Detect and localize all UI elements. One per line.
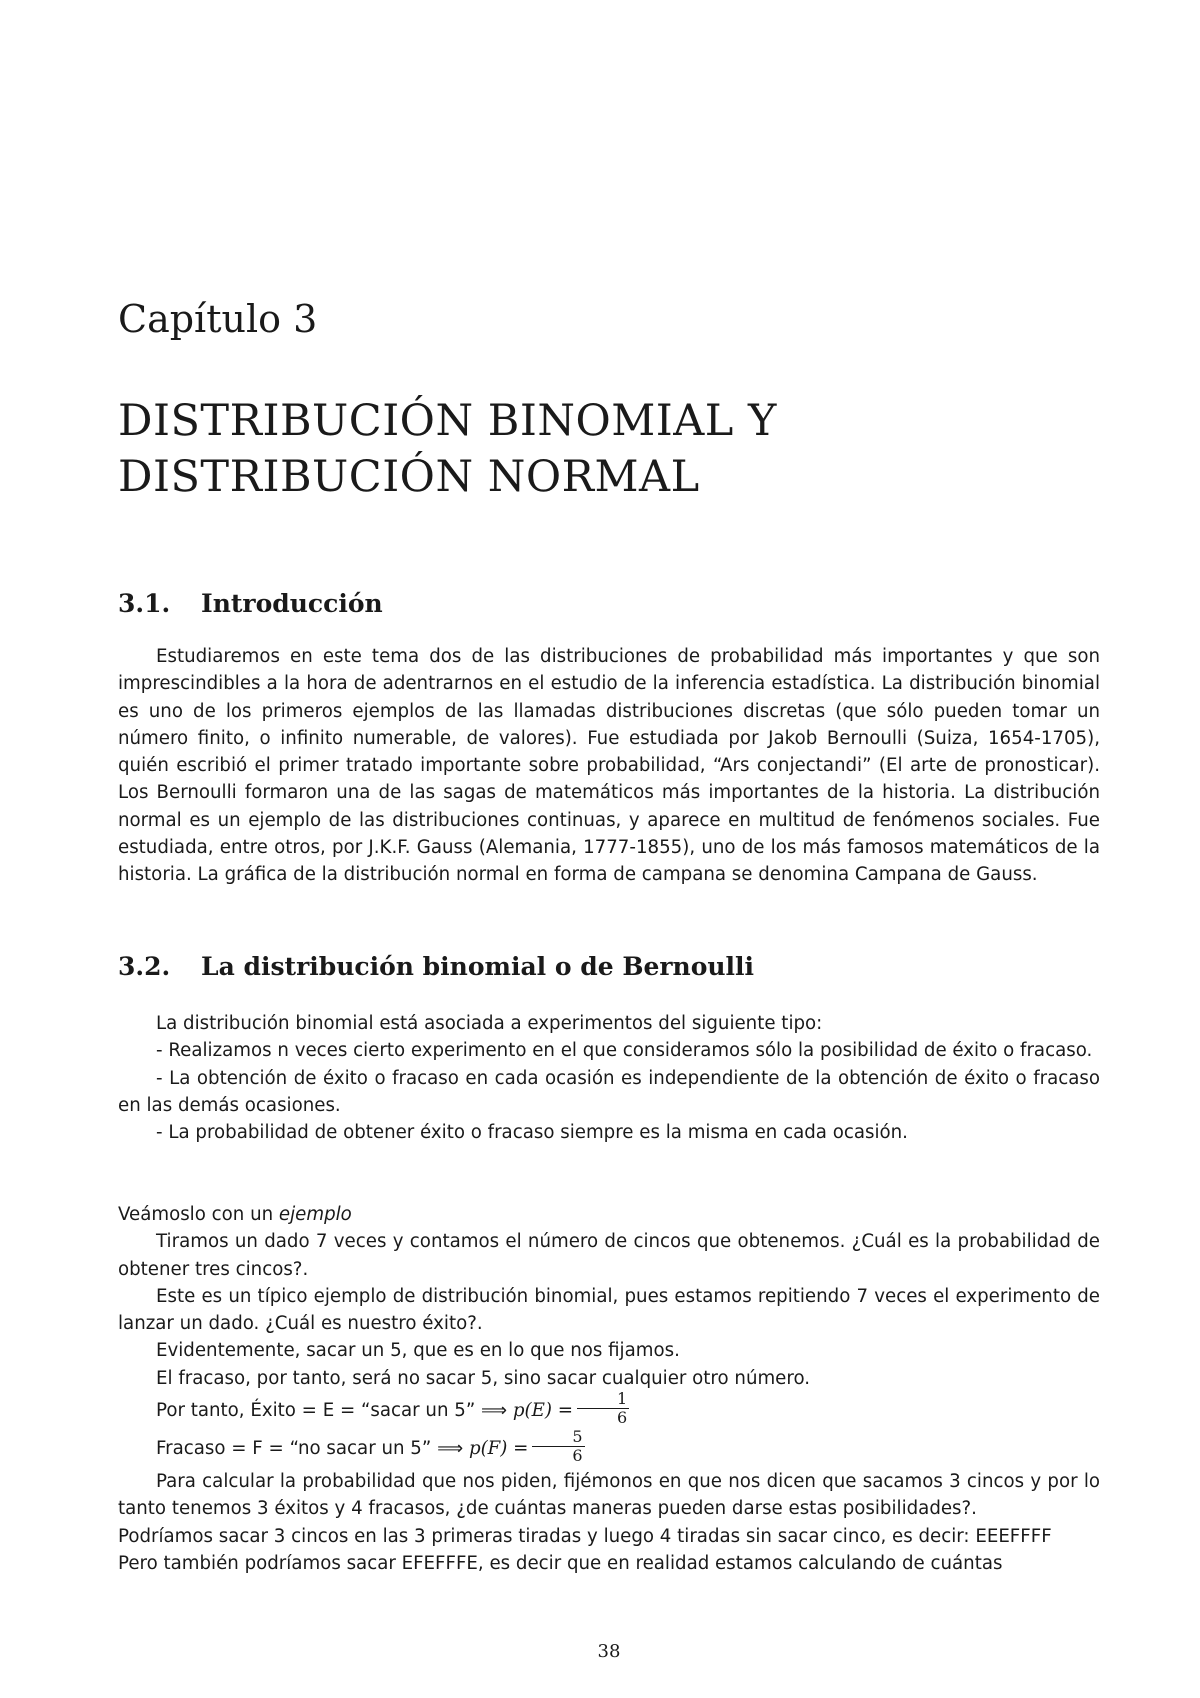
fraction-denominator: 6 [617,1407,628,1427]
example-line: Este es un típico ejemplo de distribución binomial, pues estamos repitiendo 7 veces el experimento de lanzar un dado. ¿Cuál es nuestro éxito?. [118,1285,1100,1335]
section-number: 3.1. [118,589,171,618]
closing-line: Para calcular la probabilidad que nos piden, fijémonos en que nos dicen que sacamos 3 cincos y por lo tanto tenemos 3 éxitos y 4 fracasos, ¿de cuántas maneras pueden darse estas posibilidades?. [118,1471,1100,1520]
condition-item: - La obtención de éxito o fracaso en cada ocasión es independiente de la obtención de éxito o fracaso en las demás ocasiones. [118,1067,1100,1116]
failure-formula-text: Fracaso = F = “no sacar un 5” ⟹ [156,1438,469,1460]
chapter-label: Capítulo 3 [118,297,318,341]
binomial-conditions [118,1010,1100,1146]
section-title: Introducción [201,589,383,618]
section-heading-introduccion [118,588,383,620]
failure-formula [118,1426,1100,1468]
chapter-title-line-2: DISTRIBUCIÓN NORMAL [118,452,700,502]
example-block [118,1201,1100,1577]
example-prefix: Veámoslo con un [118,1204,279,1225]
example-heading [118,1201,1100,1228]
condition-item: - Realizamos n veces cierto experimento en el que consideramos sólo la posibilidad de éxito o fracaso. [156,1040,1093,1062]
closing-line: Podríamos sacar 3 cincos en las 3 primeras tiradas y luego 4 tiradas sin sacar cinco, es decir: EEEFFFF [118,1525,1052,1547]
success-probability-lhs: p(E) = [512,1400,574,1422]
example-word: ejemplo [278,1204,352,1225]
example-line: Evidentemente, sacar un 5, que es en lo que nos fijamos. [156,1340,680,1362]
failure-probability-lhs: p(F) = [468,1438,529,1460]
success-formula [118,1388,1100,1430]
page-number: 38 [597,1641,621,1662]
intro-paragraph: Estudiaremos en este tema dos de las distribuciones de probabilidad más importantes y que son imprescindibles a la hora de adentrarnos en el estudio de la inferencia estadística. La distribución binomial es uno de los primeros ejemplos de las llamadas distribuciones discretas (que sólo pueden tomar un número finito, o infinito numerable, de valores). Fue estudiada por Jakob Bernoulli (Suiza, 1654-1705), quién escribió el primer tratado importante sobre probabilidad, “Ars conjectandi” (El arte de pronosticar). Los Bernoulli formaron una de las sagas de matemáticos más importantes de la historia. La distribución normal es un ejemplo de las distribuciones continuas, y aparece en multitud de fenómenos sociales. Fue estudiada, entre otros, por J.K.F. Gauss (Alemania, 1777-1855), uno de los más famosos matemáticos de la historia. La gráfica de la distribución normal en forma de campana se denomina Campana de Gauss. [118,646,1100,886]
failure-fraction [532,1428,584,1465]
document-page [118,0,1100,1698]
chapter-title-line-1: DISTRIBUCIÓN BINOMIAL Y [118,396,777,446]
fraction-numerator: 1 [577,1390,629,1409]
chapter-title [118,393,1100,505]
success-fraction [577,1390,629,1427]
closing-line: Pero también podríamos sacar EFEFFFE, es decir que en realidad estamos calculando de cuántas [118,1552,1003,1574]
section-heading-binomial [118,951,754,983]
example-line: Tiramos un dado 7 veces y contamos el número de cincos que obtenemos. ¿Cuál es la probabilidad de obtener tres cincos?. [118,1231,1100,1280]
fraction-numerator: 5 [532,1428,584,1447]
success-formula-text: Por tanto, Éxito = E = “sacar un 5” ⟹ [156,1400,513,1422]
section-number: 3.2. [118,952,171,981]
section-title: La distribución binomial o de Bernoulli [201,952,755,981]
binomial-intro: La distribución binomial está asociada a experimentos del siguiente tipo: [156,1013,823,1034]
condition-item: - La probabilidad de obtener éxito o fracaso siempre es la misma en cada ocasión. [156,1122,908,1144]
example-line: El fracaso, por tanto, será no sacar 5, sino sacar cualquier otro número. [156,1367,811,1389]
fraction-denominator: 6 [572,1445,583,1465]
